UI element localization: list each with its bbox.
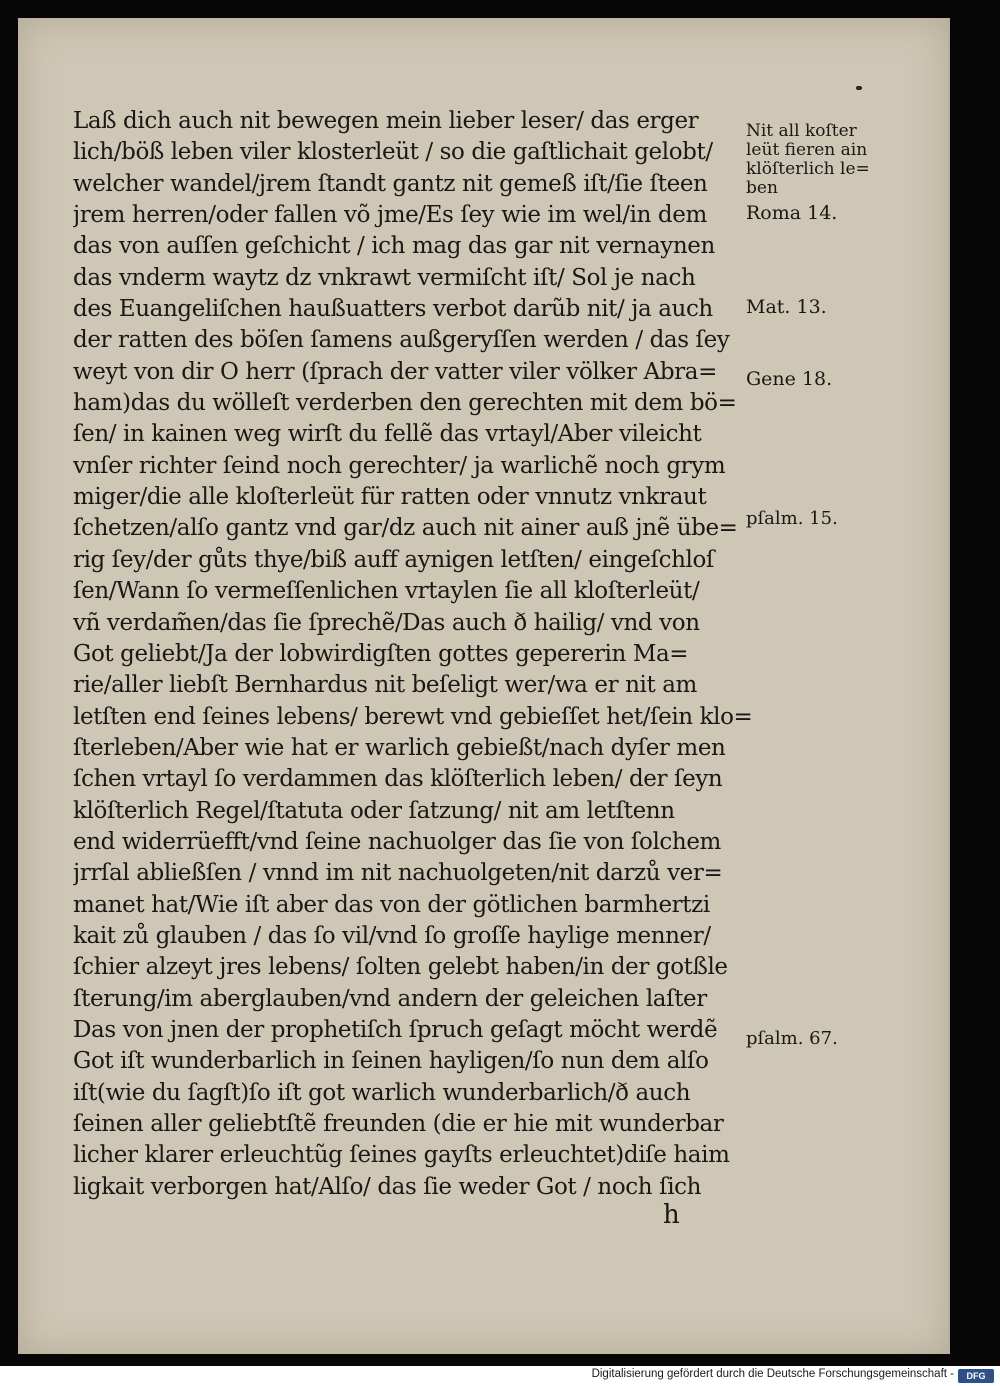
footer-credit: Digitalisierung gefördert durch die Deutsche Forschungsgemeinschaft - bbox=[591, 1368, 954, 1380]
text-line: iſt(wie du ſagſt)ſo iſt got warlich wunderbarlich/ð auch bbox=[73, 1079, 691, 1106]
text-line: ſen/ in kainen weg wirſt du fellẽ das vrtayl/Aber vileicht bbox=[73, 421, 702, 448]
margin-note-gene: Gene 18. bbox=[746, 368, 833, 390]
text-line: Got geliebt/Ja der lobwirdigſten gottes gepererin Ma= bbox=[73, 640, 689, 667]
footer-bar bbox=[0, 1366, 1000, 1386]
margin-note-line: ben bbox=[746, 178, 778, 198]
margin-note-psalm15: pſalm. 15. bbox=[746, 508, 838, 529]
text-line: welcher wandel/jrem ſtandt gantz nit gemeß iſt/ſie ſteen bbox=[73, 170, 708, 197]
text-line: Das von jnen der prophetiſch ſpruch geſagt möcht werdẽ bbox=[73, 1016, 718, 1043]
text-line: kait zů glauben / das ſo vil/vnd ſo groſſe haylige menner/ bbox=[73, 922, 711, 949]
text-line: ſterleben/Aber wie hat er warlich gebießt/nach dyſer men bbox=[73, 734, 726, 761]
text-line: rie/aller liebſt Bernhardus nit beſeligt wer/wa er nit am bbox=[73, 672, 697, 699]
margin-note-line: Nit all koſter bbox=[746, 121, 857, 141]
margin-note-line: klöſterlich le= bbox=[746, 159, 870, 179]
text-line: ham)das du wölleſt verderben den gerechten mit dem bö= bbox=[73, 390, 737, 417]
ink-speck bbox=[856, 86, 862, 90]
text-line: Got iſt wunderbarlich in ſeinen hayligen/ſo nun dem alſo bbox=[73, 1048, 709, 1075]
text-line: jrem herren/oder fallen võ jme/Es ſey wie im wel/in dem bbox=[73, 202, 707, 229]
book-page bbox=[18, 18, 950, 1354]
text-line: jrrſal abließſen / vnnd im nit nachuolgeten/nit darzů ver= bbox=[73, 860, 723, 887]
text-line: vnſer richter ſeind noch gerechter/ ja warlichẽ noch grym bbox=[73, 452, 726, 479]
main-text-block bbox=[73, 106, 763, 1203]
text-line: das vnderm waytz dz vnkrawt vermiſcht iſt/ Sol je nach bbox=[73, 264, 696, 291]
text-line: miger/die alle kloſterleüt für ratten oder vnnutz vnkraut bbox=[73, 484, 707, 511]
margin-note-line: leüt fieren ain bbox=[746, 140, 868, 160]
margin-note-1 bbox=[746, 122, 870, 198]
text-line: des Euangeliſchen haußuatters verbot darũb nit/ ja auch bbox=[73, 296, 713, 323]
text-line: ſchen vrtayl ſo verdammen das klöſterlich leben/ der ſeyn bbox=[73, 766, 723, 793]
text-line: ligkait verborgen hat/Alſo/ das ſie weder Got / noch ſich bbox=[73, 1173, 702, 1200]
text-line: Laß dich auch nit bewegen mein lieber leser/ das erger bbox=[73, 108, 699, 134]
text-line: end widerrüefft/vnd ſeine nachuolger das ſie von ſolchem bbox=[73, 828, 721, 855]
text-line: der ratten des böſen ſamens außgeryſſen werden / das ſey bbox=[73, 327, 730, 354]
text-line: ſterung/im aberglauben/vnd andern der geleichen laſter bbox=[73, 985, 707, 1012]
text-line: vñ verdam̃en/das ſie ſprechẽ/Das auch ð hailig/ vnd von bbox=[73, 609, 700, 636]
margin-note-roma: Roma 14. bbox=[746, 202, 838, 224]
dfg-logo-icon: DFG bbox=[958, 1369, 994, 1383]
text-line: ſchetzen/alſo gantz vnd gar/dz auch nit ainer auß jnẽ übe= bbox=[73, 515, 738, 542]
text-line: ſeinen aller geliebtſtẽ freunden (die er hie mit wunderbar bbox=[73, 1111, 724, 1137]
text-line: manet hat/Wie iſt aber das von der götlichen barmhertzi bbox=[73, 891, 710, 918]
margin-note-psalm67: pſalm. 67. bbox=[746, 1028, 838, 1049]
text-line: rig ſey/der gůts thye/biß auff aynigen letſten/ eingeſchloſ bbox=[73, 546, 715, 573]
text-line: ſchier alzeyt jres lebens/ ſolten gelebt haben/in der gotßle bbox=[73, 954, 728, 981]
text-line: letſten end ſeines lebens/ berewt vnd gebieſſet het/ſein klo= bbox=[73, 703, 753, 730]
text-line: das von auſſen geſchicht / ich mag das gar nit vernaynen bbox=[73, 233, 715, 260]
signature-mark: h bbox=[663, 1200, 680, 1230]
text-line: lich/böß leben viler klosterleüt / so die gaſtlichait gelobt/ bbox=[73, 139, 713, 166]
text-line: weyt von dir O herr (ſprach der vatter viler völker Abra= bbox=[73, 358, 717, 385]
margin-note-mat: Mat. 13. bbox=[746, 296, 827, 318]
text-line: klöſterlich Regel/ſtatuta oder ſatzung/ nit am letſtenn bbox=[73, 797, 675, 824]
text-line: licher klarer erleuchtũg ſeines gayſts erleuchtet)diſe haim bbox=[73, 1142, 730, 1169]
text-line: ſen/Wann ſo vermeſſenlichen vrtaylen ſie all kloſterleüt/ bbox=[73, 578, 700, 605]
